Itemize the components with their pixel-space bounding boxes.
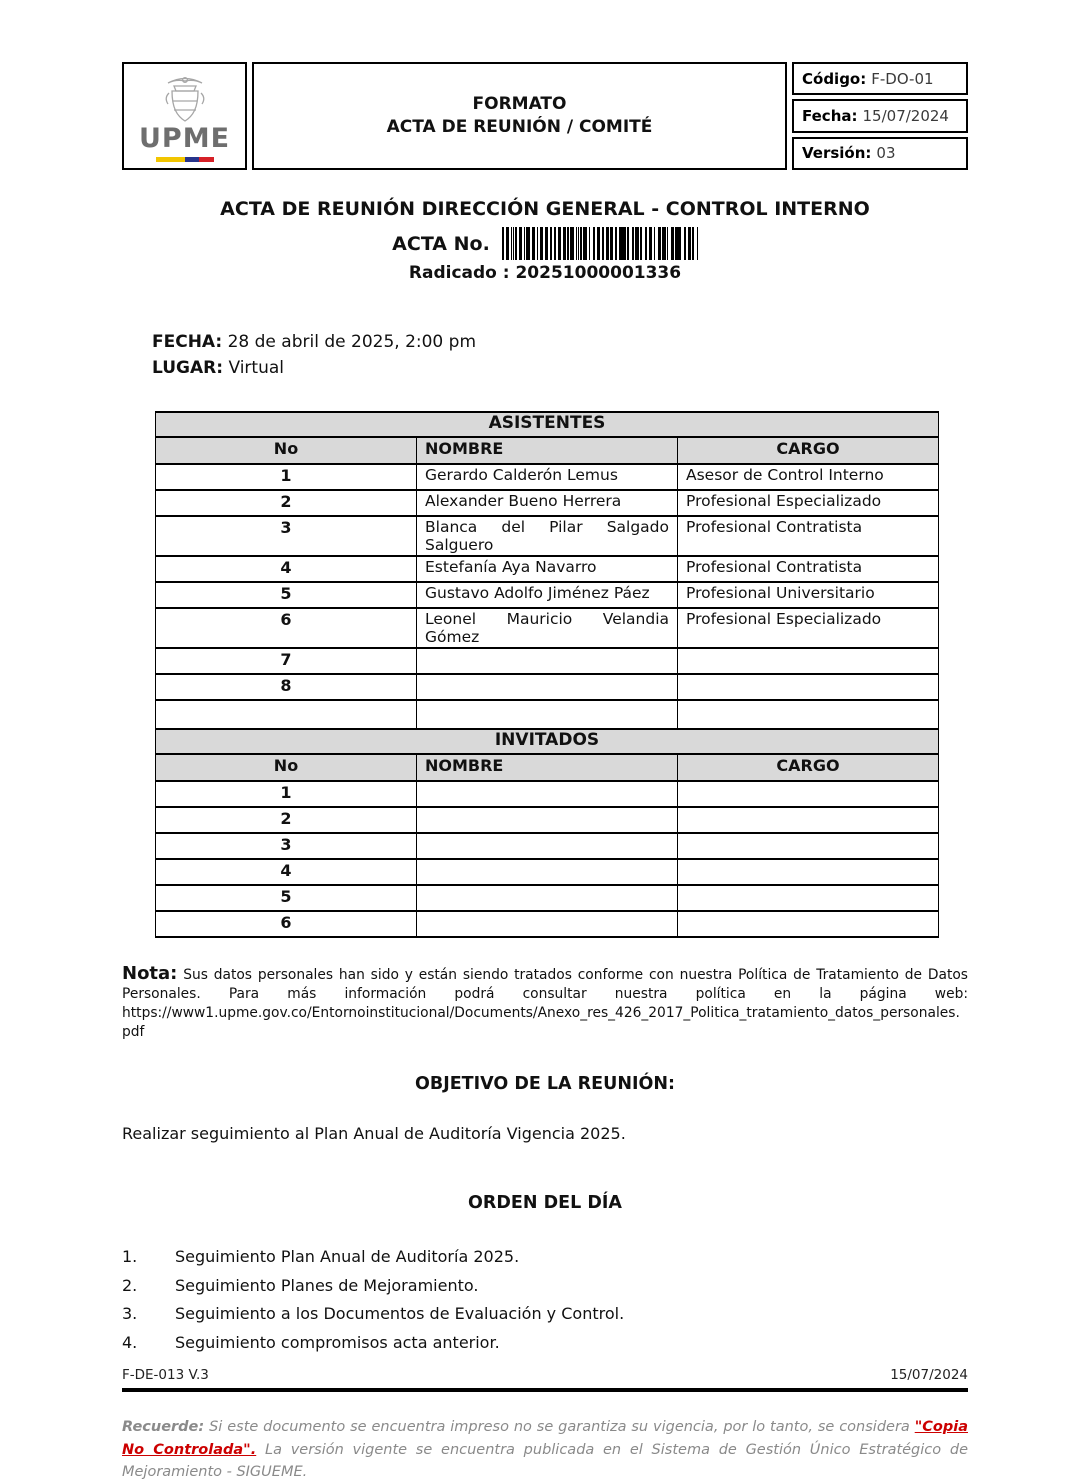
row-nombre: Blanca del Pilar Salgado Salguero [417, 516, 678, 556]
list-item [122, 1329, 968, 1358]
col-header-cargo: CARGO [678, 754, 939, 781]
row-cargo [678, 648, 939, 674]
table-row [156, 807, 939, 833]
row-no: 7 [156, 648, 417, 674]
fecha-value: 15/07/2024 [862, 106, 949, 125]
item-text: Seguimiento a los Documentos de Evaluación y Control. [175, 1304, 625, 1323]
acta-number-row [122, 227, 968, 260]
footer-meta-line [122, 1367, 968, 1392]
row-no: 2 [156, 807, 417, 833]
row-no: 3 [156, 516, 417, 556]
codigo-cell [792, 62, 968, 95]
table-row [156, 833, 939, 859]
row-cargo: Profesional Especializado [678, 490, 939, 516]
row-nombre: Estefanía Aya Navarro [417, 556, 678, 582]
row-no: 2 [156, 490, 417, 516]
item-text: Seguimiento Plan Anual de Auditoría 2025. [175, 1247, 520, 1266]
meeting-place-label: LUGAR: [152, 358, 224, 378]
fecha-label: Fecha: [802, 106, 858, 125]
row-nombre: Gustavo Adolfo Jiménez Páez [417, 582, 678, 608]
form-code-column [792, 62, 968, 170]
row-cargo: Profesional Especializado [678, 608, 939, 648]
row-no [156, 700, 417, 729]
row-cargo [678, 781, 939, 807]
table-row [156, 490, 939, 516]
meeting-date-line [152, 329, 968, 355]
col-header-nombre: NOMBRE [417, 754, 678, 781]
row-cargo: Asesor de Control Interno [678, 464, 939, 490]
table-row [156, 582, 939, 608]
row-no: 5 [156, 582, 417, 608]
meeting-place-line [152, 355, 968, 381]
table-row [156, 516, 939, 556]
col-header-no: No [156, 754, 417, 781]
list-item [122, 1300, 968, 1329]
table-row [156, 859, 939, 885]
table-row [156, 648, 939, 674]
form-header [122, 62, 968, 170]
row-no: 6 [156, 608, 417, 648]
row-cargo [678, 859, 939, 885]
row-no: 8 [156, 674, 417, 700]
data-privacy-note [122, 964, 968, 1042]
item-number: 2. [122, 1275, 138, 1295]
footer-date: 15/07/2024 [890, 1367, 968, 1383]
form-title-line1: FORMATO [472, 94, 567, 114]
form-title-cell [252, 62, 787, 170]
table-row [156, 556, 939, 582]
row-no: 5 [156, 885, 417, 911]
item-number: 4. [122, 1332, 138, 1352]
row-nombre [417, 833, 678, 859]
row-nombre [417, 859, 678, 885]
row-no: 1 [156, 464, 417, 490]
row-nombre: Leonel Mauricio Velandia Gómez [417, 608, 678, 648]
meeting-date-value: 28 de abril de 2025, 2:00 pm [227, 332, 477, 352]
table-row [156, 781, 939, 807]
row-cargo [678, 833, 939, 859]
row-cargo: Profesional Contratista [678, 516, 939, 556]
asistentes-section-title: ASISTENTES [156, 412, 939, 437]
row-nombre [417, 911, 678, 937]
codigo-value: F-DO-01 [871, 69, 934, 88]
row-no: 6 [156, 911, 417, 937]
col-header-nombre: NOMBRE [417, 437, 678, 464]
row-nombre [417, 885, 678, 911]
meeting-meta [152, 329, 968, 381]
item-number: 3. [122, 1304, 138, 1323]
recuerde-text-2: La versión vigente se encuentra publicada en el Sistema de Gestión Único Estratégico de Mejoramiento - SIGUEME. [122, 1441, 968, 1480]
footer-doc-code: F-DE-013 V.3 [122, 1367, 209, 1383]
asistentes-table [155, 411, 939, 730]
row-no: 3 [156, 833, 417, 859]
version-cell [792, 137, 968, 170]
list-item [122, 1243, 968, 1272]
row-nombre [417, 807, 678, 833]
nota-text: Sus datos personales han sido y están siendo tratados conforme con nuestra Política de Tratamiento de Datos Personales. Para más información podrá consultar nuestra política en la página web: https://www1.upme.gov.co/Entornoinstitucional/Documents/Anexo_res_426_2017_Politica_tratamiento_datos_personales.pdf [122, 967, 968, 1040]
row-cargo [678, 911, 939, 937]
col-header-no: No [156, 437, 417, 464]
coat-of-arms-icon [160, 74, 210, 126]
orden-heading: ORDEN DEL DÍA [468, 1193, 622, 1213]
footer-disclaimer [122, 1416, 968, 1484]
recuerde-text-1: Si este documento se encuentra impreso no se garantiza su vigencia, por lo tanto, se considera [209, 1419, 910, 1435]
nota-label: Nota: [122, 963, 178, 984]
meeting-place-value: Virtual [228, 358, 284, 378]
table-row [156, 885, 939, 911]
orden-list [122, 1243, 968, 1357]
invitados-section-title: INVITADOS [156, 729, 939, 754]
table-row [156, 464, 939, 490]
row-cargo [678, 674, 939, 700]
table-row [156, 700, 939, 729]
row-cargo: Profesional Contratista [678, 556, 939, 582]
table-row [156, 911, 939, 937]
table-row [156, 608, 939, 648]
row-nombre: Gerardo Calderón Lemus [417, 464, 678, 490]
row-cargo [678, 700, 939, 729]
list-item [122, 1272, 968, 1301]
objetivo-text: Realizar seguimiento al Plan Anual de Auditoría Vigencia 2025. [122, 1124, 626, 1143]
row-no: 4 [156, 556, 417, 582]
meeting-date-label: FECHA: [152, 332, 223, 352]
codigo-label: Código: [802, 69, 867, 88]
item-text: Seguimiento Planes de Mejoramiento. [175, 1275, 479, 1295]
version-label: Versión: [802, 144, 872, 163]
upme-wordmark: UPME [138, 123, 231, 154]
row-nombre [417, 648, 678, 674]
colombia-flag-bar-icon [156, 157, 214, 162]
page-title: ACTA DE REUNIÓN DIRECCIÓN GENERAL - CONTROL INTERNO [220, 198, 870, 220]
row-cargo [678, 885, 939, 911]
row-nombre: Alexander Bueno Herrera [417, 490, 678, 516]
row-cargo: Profesional Universitario [678, 582, 939, 608]
objetivo-heading: OBJETIVO DE LA REUNIÓN: [414, 1074, 675, 1094]
upme-logo [122, 62, 247, 170]
row-no: 1 [156, 781, 417, 807]
col-header-cargo: CARGO [678, 437, 939, 464]
item-number: 1. [122, 1247, 138, 1266]
acta-barcode [502, 227, 698, 260]
fecha-cell [792, 99, 968, 132]
table-row [156, 674, 939, 700]
row-nombre [417, 781, 678, 807]
invitados-table [155, 728, 939, 938]
row-nombre [417, 674, 678, 700]
recuerde-label: Recuerde: [122, 1419, 205, 1435]
acta-no-label: ACTA No. [392, 232, 490, 255]
radicado-number: Radicado : 20251000001336 [408, 263, 682, 283]
version-value: 03 [876, 144, 896, 163]
row-nombre [417, 700, 678, 729]
copia-no-controlada-highlight: "Copia No Controlada". [122, 1419, 968, 1458]
row-cargo [678, 807, 939, 833]
row-no: 4 [156, 859, 417, 885]
form-title-line2: ACTA DE REUNIÓN / COMITÉ [386, 117, 653, 137]
item-text: Seguimiento compromisos acta anterior. [175, 1332, 500, 1352]
